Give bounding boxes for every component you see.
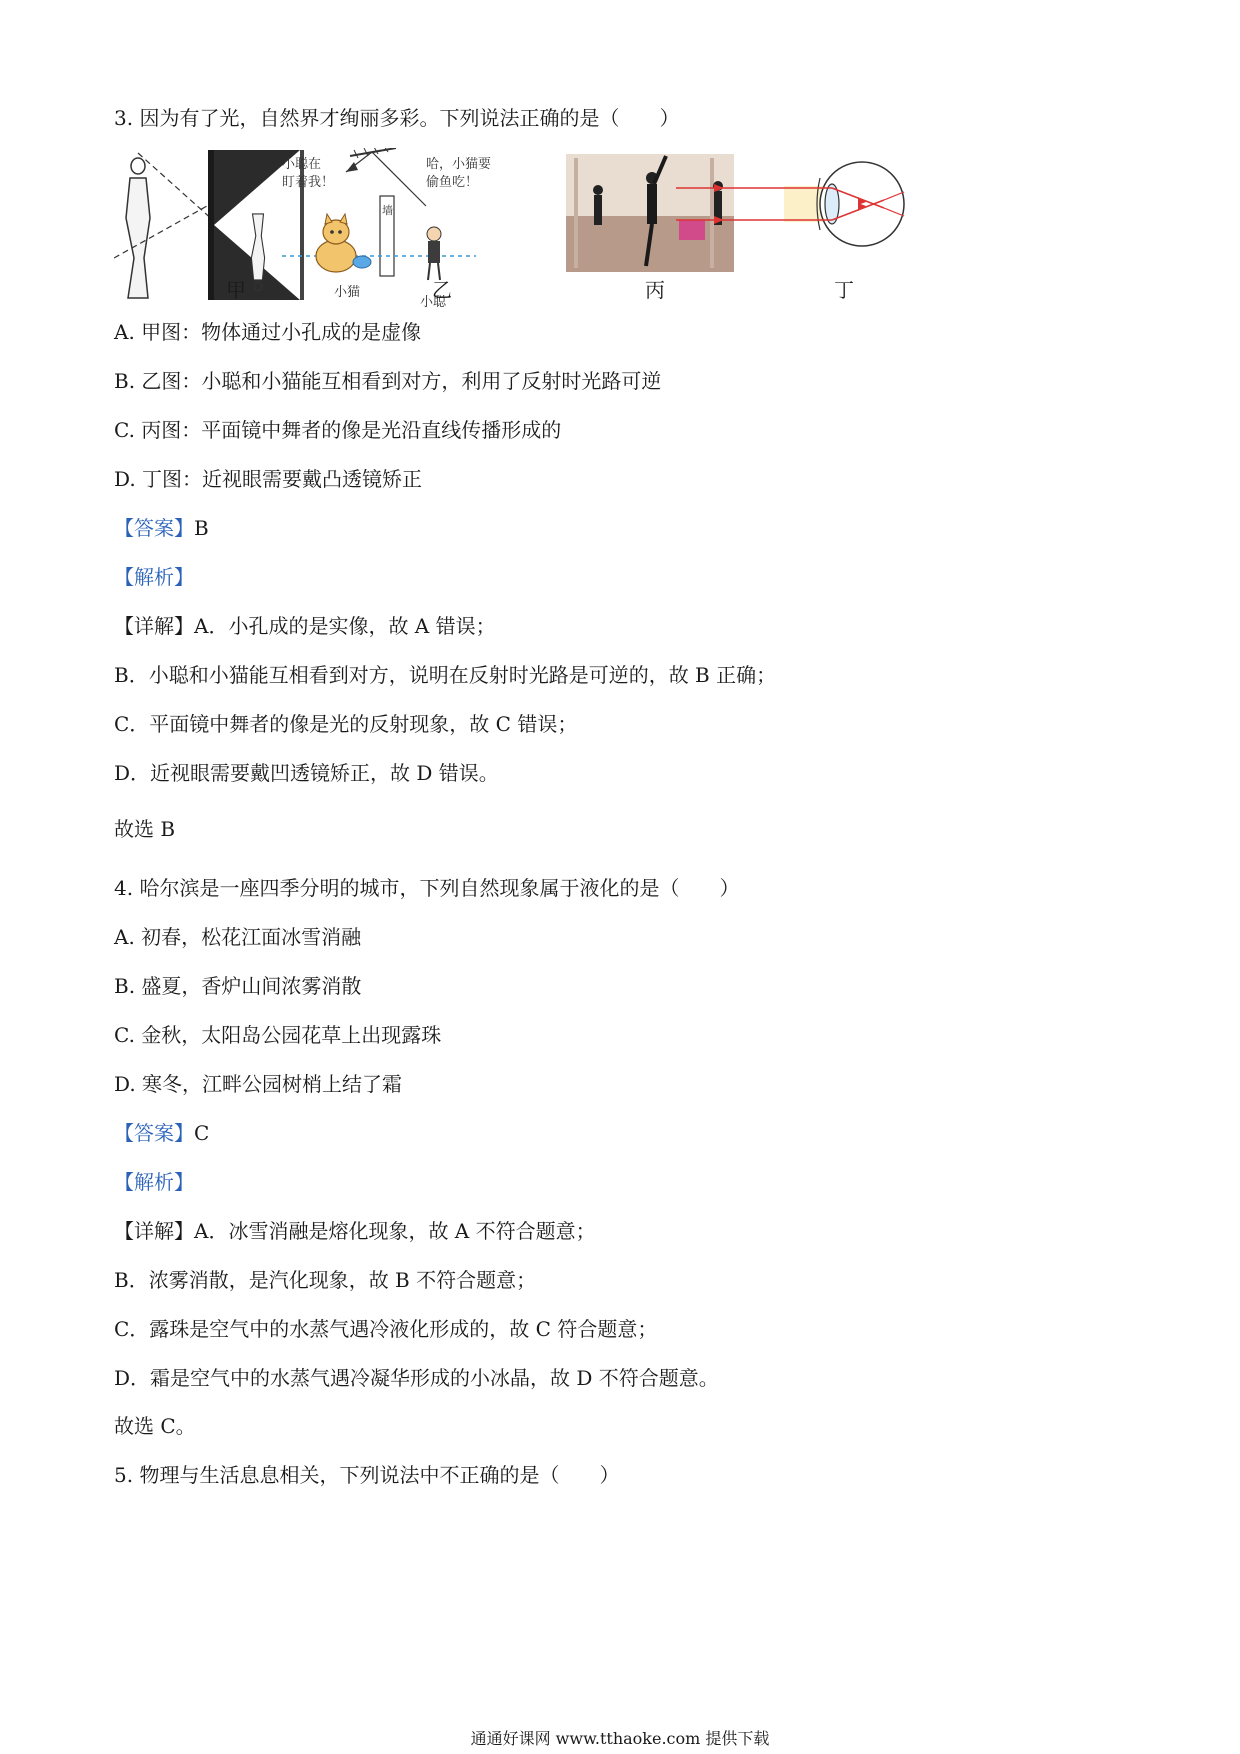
q3-option-c: C. 丙图：平面镜中舞者的像是光沿直线传播形成的 <box>114 418 562 442</box>
q4-option-a: A. 初春，松花江面冰雪消融 <box>114 925 362 949</box>
answer-value: C <box>194 1121 210 1145</box>
q3-detail-b: B．小聪和小猫能互相看到对方，说明在反射时光路是可逆的，故 B 正确； <box>114 663 777 687</box>
q4-option-c: C. 金秋，太阳岛公园花草上出现露珠 <box>114 1023 442 1047</box>
figure-label-jia: 甲 <box>226 278 246 302</box>
detail-text: A．小孔成的是实像，故 A 错误； <box>194 614 496 638</box>
figure-label-yi: 乙 <box>432 278 452 302</box>
detail-tag: 【详解】 <box>114 1219 194 1243</box>
q3-option-d: D. 丁图：近视眼需要戴凸透镜矫正 <box>114 467 423 491</box>
q3-option-b: B. 乙图：小聪和小猫能互相看到对方，利用了反射时光路可逆 <box>114 369 662 393</box>
boy-label: 小聪 <box>420 295 447 308</box>
pinhole-figure <box>114 150 304 300</box>
answer-tag: 【答案】 <box>114 1121 194 1145</box>
q4-analysis-tag <box>114 1168 194 1196</box>
q4-detail-d: D．霜是空气中的水蒸气遇冷凝华形成的小冰晶，故 D 不符合题意。 <box>114 1366 719 1390</box>
cat-label: 小猫 <box>334 285 361 300</box>
q3-option-a: A. 甲图：物体通过小孔成的是虚像 <box>114 320 422 344</box>
answer-tag: 【答案】 <box>114 516 194 540</box>
figure-label-ding: 丁 <box>834 278 854 302</box>
callout-right-line1: 哈，小猫要 <box>426 157 492 172</box>
answer-value: B <box>194 516 209 540</box>
analysis-tag: 【解析】 <box>114 565 194 589</box>
q3-conclusion: 故选 B <box>114 817 176 841</box>
mirror-reflection-figure <box>282 148 491 308</box>
q4-detail-b: B．浓雾消散，是汽化现象，故 B 不符合题意； <box>114 1268 537 1292</box>
q5-stem: 5. 物理与生活息息相关，下列说法中不正确的是（ ） <box>114 1463 620 1487</box>
q4-conclusion: 故选 C。 <box>114 1414 196 1438</box>
q3-detail-c: C．平面镜中舞者的像是光的反射现象，故 C 错误； <box>114 712 578 736</box>
q3-stem: 3. 因为有了光，自然界才绚丽多彩。下列说法正确的是（ ） <box>114 106 680 130</box>
callout-right-line2: 偷鱼吃！ <box>426 175 479 190</box>
q4-option-d: D. 寒冬，江畔公园树梢上结了霜 <box>114 1072 403 1096</box>
q4-detail-c: C．露珠是空气中的水蒸气遇冷液化形成的，故 C 符合题意； <box>114 1317 658 1341</box>
wall-label: 墙 <box>382 204 393 217</box>
page-footer: 通通好课网 www.tthaoke.com 提供下载 <box>470 1729 770 1748</box>
q4-stem: 4. 哈尔滨是一座四季分明的城市，下列自然现象属于液化的是（ ） <box>114 876 740 900</box>
q3-detail-d: D．近视眼需要戴凹透镜矫正，故 D 错误。 <box>114 761 499 785</box>
q4-option-b: B. 盛夏，香炉山间浓雾消散 <box>114 974 362 998</box>
figure-label-bing: 丙 <box>645 278 665 302</box>
q3-answer <box>114 514 209 542</box>
q3-analysis-tag <box>114 563 194 591</box>
callout-left-line1: 小聪在 <box>282 157 322 172</box>
detail-text: A．冰雪消融是熔化现象，故 A 不符合题意； <box>194 1219 596 1243</box>
dancers-photo <box>566 154 734 272</box>
detail-tag: 【详解】 <box>114 614 194 638</box>
q3-detail-a <box>114 612 496 640</box>
q4-detail-a <box>114 1217 596 1245</box>
callout-left-line2: 盯着我！ <box>282 175 335 190</box>
analysis-tag: 【解析】 <box>114 1170 194 1194</box>
q4-answer <box>114 1119 209 1147</box>
